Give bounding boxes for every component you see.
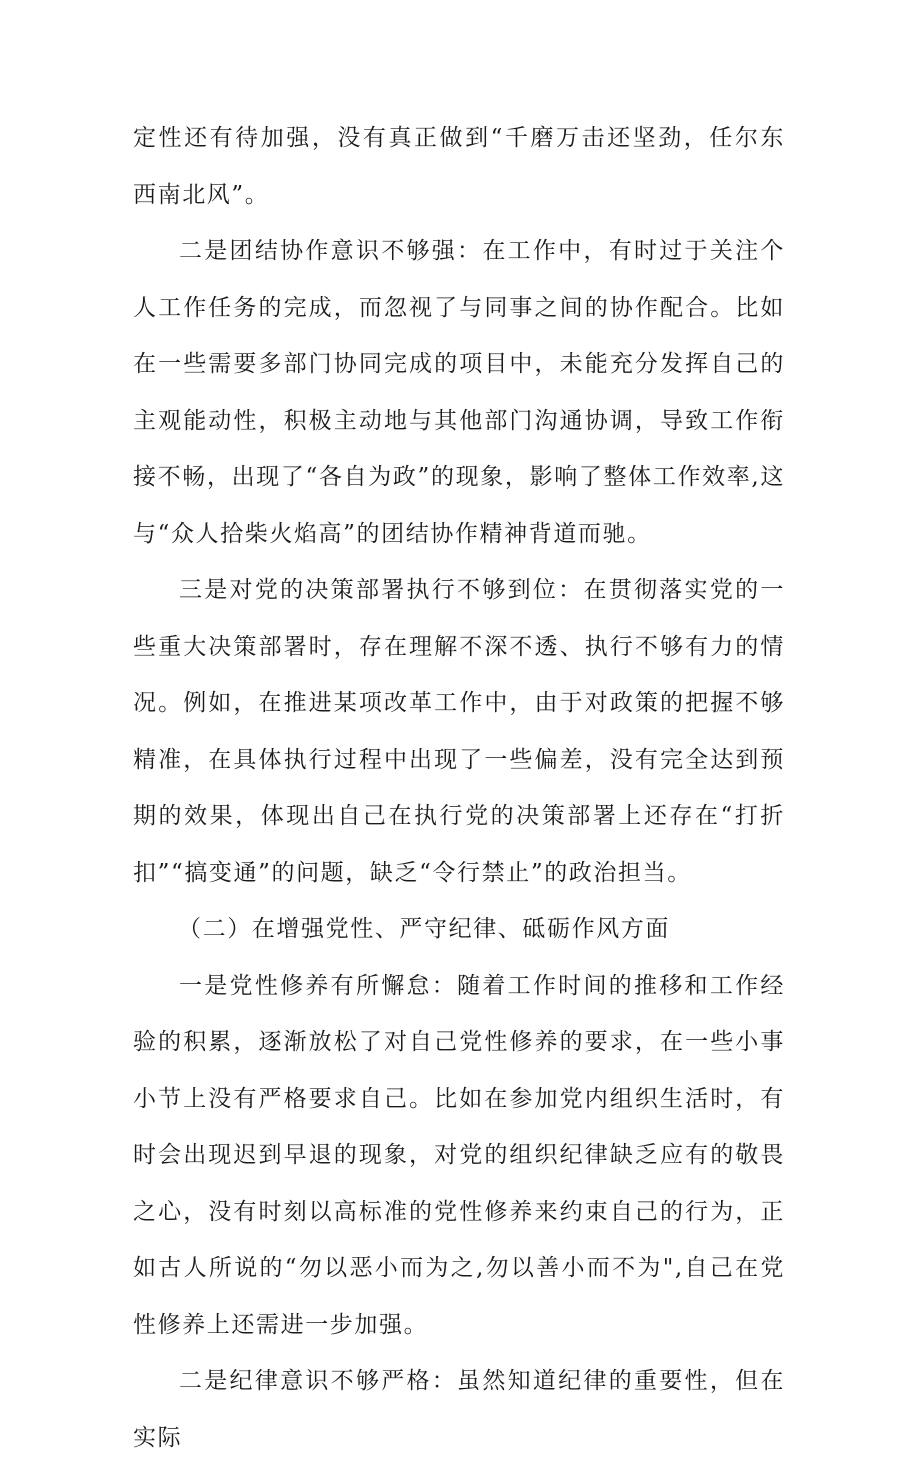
paragraph-teamwork: 二是团结协作意识不够强：在工作中，有时过于关注个人工作任务的完成，而忽视了与同事之间的协作配合。比如在一些需要多部门协同完成的项目中，未能充分发挥自己的主观能动性，积极主动地与其他部门沟通协调，导致工作衔接不畅，出现了“各自为政”的现象，影响了整体工作效率,这与“众人拾柴火焰高”的团结协作精神背道而驰。 [133,238,785,547]
section-heading: （二）在增强党性、严守纪律、砥砺作风方面 [178,916,670,942]
paragraph-decision-execution: 三是对党的决策部署执行不够到位：在贯彻落实党的一些重大决策部署时，存在理解不深不透、执行不够有力的情况。例如，在推进某项改革工作中，由于对政策的把握不够精准，在具体执行过程中出现了一些偏差，没有完全达到预期的效果，体现出自己在执行党的决策部署上还存在“打折扣”“搞变通”的问题，缺乏“令行禁止”的政治担当。 [133,577,785,886]
paragraph-party-cultivation: 一是党性修养有所懈怠：随着工作时间的推移和工作经验的积累，逐渐放松了对自己党性修养的要求，在一些小事小节上没有严格要求自己。比如在参加党内组织生活时，有时会出现迟到早退的现象，对党的组织纪律缺乏应有的敬畏之心，没有时刻以高标准的党性修养来约束自己的行为，正如古人所说的“勿以恶小而为之,勿以善小而不为",自己在党性修养上还需进一步加强。 [133,972,785,1338]
paragraph-continuation: 定性还有待加强，没有真正做到“千磨万击还坚劲，任尔东西南北风”。 [133,125,785,208]
paragraph-discipline: 二是纪律意识不够严格：虽然知道纪律的重要性，但在实际 [133,1368,785,1451]
document-body [133,110,785,1466]
